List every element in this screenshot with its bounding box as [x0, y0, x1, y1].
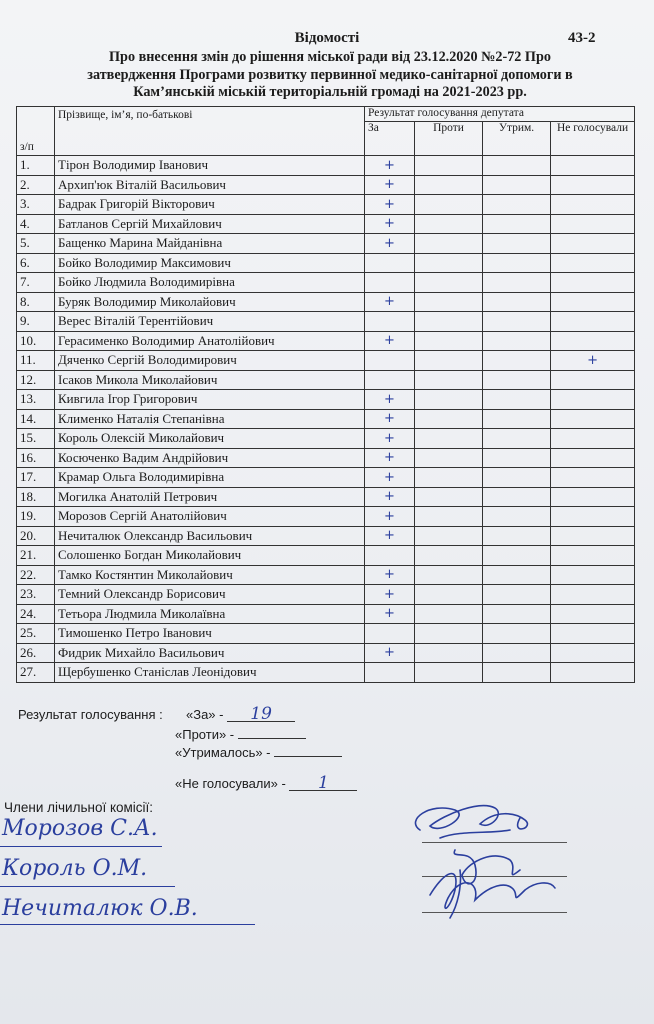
table-row: [17, 234, 635, 254]
row-name: Фидрик Михайло Васильович: [55, 643, 365, 663]
subtitle-line: Про внесення змін до рішення міської ради від 23.12.2020 №2-72 Про: [109, 49, 551, 65]
vote-for-cell: [365, 273, 415, 293]
row-name: Герасименко Володимир Анатолійович: [55, 331, 365, 351]
vote-for-cell: +: [365, 507, 415, 527]
vote-for-cell: [365, 312, 415, 332]
vote-abstain-cell: [483, 156, 551, 176]
row-number: 13.: [17, 390, 55, 410]
vote-not-voted-cell: [551, 546, 635, 566]
row-name: Тірон Володимир Іванович: [55, 156, 365, 176]
vote-abstain-cell: [483, 175, 551, 195]
table-row: [17, 565, 635, 585]
commission-member: Нечиталюк О.В.: [2, 896, 198, 921]
row-name: Батланов Сергій Михайлович: [55, 214, 365, 234]
vote-abstain-cell: [483, 214, 551, 234]
summary-not-voted: [175, 773, 357, 793]
table-row: [17, 585, 635, 605]
vote-against-cell: [415, 546, 483, 566]
row-name: Тетьора Людмила Миколаївна: [55, 604, 365, 624]
commission-member: Морозов С.А.: [2, 816, 158, 841]
vote-against-cell: [415, 156, 483, 176]
vote-against-cell: [415, 643, 483, 663]
vote-not-voted-cell: [551, 273, 635, 293]
vote-for-cell: +: [365, 195, 415, 215]
table-row: [17, 351, 635, 371]
row-number: 24.: [17, 604, 55, 624]
vote-against-cell: [415, 507, 483, 527]
vote-for-cell: [365, 351, 415, 371]
vote-against-cell: [415, 234, 483, 254]
vote-against-cell: [415, 390, 483, 410]
vote-abstain-cell: [483, 487, 551, 507]
row-number: 11.: [17, 351, 55, 371]
vote-not-voted-cell: [551, 292, 635, 312]
vote-abstain-cell: [483, 253, 551, 273]
row-number: 10.: [17, 331, 55, 351]
table-row: [17, 156, 635, 176]
vote-against-cell: [415, 331, 483, 351]
vote-abstain-cell: [483, 468, 551, 488]
vote-against-cell: [415, 663, 483, 683]
row-name: Клименко Наталія Степанівна: [55, 409, 365, 429]
row-number: 23.: [17, 585, 55, 605]
row-number: 25.: [17, 624, 55, 644]
row-number: 27.: [17, 663, 55, 683]
document-title: Відомості: [294, 30, 360, 46]
row-number: 26.: [17, 643, 55, 663]
vote-against-cell: [415, 468, 483, 488]
vote-for-cell: +: [365, 468, 415, 488]
row-name: Тамко Костянтин Миколайович: [55, 565, 365, 585]
vote-not-voted-cell: [551, 526, 635, 546]
row-number: 19.: [17, 507, 55, 527]
row-number: 8.: [17, 292, 55, 312]
summary-abstain-label: «Утрималось» -: [175, 745, 271, 760]
vote-not-voted-cell: [551, 234, 635, 254]
vote-against-cell: [415, 409, 483, 429]
table-row: [17, 292, 635, 312]
vote-not-voted-cell: [551, 585, 635, 605]
row-number: 12.: [17, 370, 55, 390]
row-number: 7.: [17, 273, 55, 293]
vote-abstain-cell: [483, 546, 551, 566]
row-name: Бащенко Марина Майданівна: [55, 234, 365, 254]
vote-not-voted-cell: [551, 175, 635, 195]
vote-against-cell: [415, 175, 483, 195]
vote-abstain-cell: [483, 663, 551, 683]
vote-abstain-cell: [483, 604, 551, 624]
row-name: Бойко Людмила Володимирівна: [55, 273, 365, 293]
table-row: [17, 624, 635, 644]
vote-not-voted-cell: [551, 643, 635, 663]
row-number: 9.: [17, 312, 55, 332]
vote-not-voted-cell: [551, 331, 635, 351]
summary-for: [186, 704, 295, 724]
table-row: [17, 468, 635, 488]
summary-label: Результат голосування :: [18, 707, 163, 722]
vote-not-voted-cell: [551, 390, 635, 410]
row-name: Кивгила Ігор Григорович: [55, 390, 365, 410]
vote-abstain-cell: [483, 409, 551, 429]
vote-not-voted-cell: [551, 448, 635, 468]
row-number: 17.: [17, 468, 55, 488]
vote-abstain-cell: [483, 643, 551, 663]
vote-for-cell: +: [365, 643, 415, 663]
vote-against-cell: [415, 526, 483, 546]
vote-not-voted-cell: [551, 507, 635, 527]
table-row: [17, 429, 635, 449]
summary-against-label: «Проти» -: [175, 727, 235, 742]
vote-against-cell: [415, 214, 483, 234]
header-against: Проти: [415, 122, 483, 156]
row-number: 22.: [17, 565, 55, 585]
vote-abstain-cell: [483, 351, 551, 371]
summary-not-voted-value: 1: [289, 776, 357, 791]
table-row: [17, 526, 635, 546]
vote-abstain-cell: [483, 331, 551, 351]
row-name: Темний Олександр Борисович: [55, 585, 365, 605]
vote-for-cell: +: [365, 156, 415, 176]
vote-not-voted-cell: [551, 604, 635, 624]
header-number: з/п: [17, 107, 55, 156]
vote-for-cell: [365, 663, 415, 683]
vote-against-cell: [415, 273, 483, 293]
table-row: [17, 370, 635, 390]
row-name: Дяченко Сергій Володимирович: [55, 351, 365, 371]
vote-for-cell: +: [365, 487, 415, 507]
table-row: [17, 331, 635, 351]
vote-against-cell: [415, 370, 483, 390]
vote-abstain-cell: [483, 585, 551, 605]
table-row: [17, 312, 635, 332]
vote-against-cell: [415, 195, 483, 215]
vote-abstain-cell: [483, 526, 551, 546]
row-name: Верес Віталій Терентійович: [55, 312, 365, 332]
vote-abstain-cell: [483, 370, 551, 390]
vote-for-cell: [365, 253, 415, 273]
row-name: Крамар Ольга Володимирівна: [55, 468, 365, 488]
vote-not-voted-cell: [551, 156, 635, 176]
table-row: [17, 175, 635, 195]
vote-for-cell: +: [365, 585, 415, 605]
row-name: Могилка Анатолій Петрович: [55, 487, 365, 507]
vote-not-voted-cell: [551, 663, 635, 683]
vote-abstain-cell: [483, 234, 551, 254]
vote-abstain-cell: [483, 312, 551, 332]
vote-not-voted-cell: [551, 487, 635, 507]
header-result-group: Результат голосування депутата: [365, 107, 635, 122]
signatures-image: [400, 790, 590, 935]
row-name: Солошенко Богдан Миколайович: [55, 546, 365, 566]
vote-abstain-cell: [483, 565, 551, 585]
row-name: Король Олексій Миколайович: [55, 429, 365, 449]
vote-abstain-cell: [483, 624, 551, 644]
row-number: 4.: [17, 214, 55, 234]
vote-abstain-cell: [483, 507, 551, 527]
vote-against-cell: [415, 624, 483, 644]
summary-abstain-value: [274, 756, 342, 757]
row-number: 14.: [17, 409, 55, 429]
document-subtitle: [20, 49, 640, 102]
row-number: 15.: [17, 429, 55, 449]
vote-not-voted-cell: [551, 370, 635, 390]
vote-against-cell: [415, 448, 483, 468]
vote-for-cell: +: [365, 409, 415, 429]
vote-not-voted-cell: [551, 624, 635, 644]
row-name: Нечиталюк Олександр Васильович: [55, 526, 365, 546]
vote-for-cell: +: [365, 390, 415, 410]
vote-not-voted-cell: +: [551, 351, 635, 371]
row-name: Морозов Сергій Анатолійович: [55, 507, 365, 527]
header-abstain: Утрим.: [483, 122, 551, 156]
row-number: 2.: [17, 175, 55, 195]
vote-against-cell: [415, 604, 483, 624]
row-name: Бадрак Григорій Вікторович: [55, 195, 365, 215]
vote-against-cell: [415, 585, 483, 605]
vote-not-voted-cell: [551, 565, 635, 585]
vote-abstain-cell: [483, 448, 551, 468]
vote-against-cell: [415, 351, 483, 371]
row-name: Щербушенко Станіслав Леонідович: [55, 663, 365, 683]
vote-not-voted-cell: [551, 409, 635, 429]
table-row: [17, 214, 635, 234]
table-row: [17, 546, 635, 566]
vote-for-cell: +: [365, 331, 415, 351]
vote-against-cell: [415, 487, 483, 507]
commission-member: Король О.М.: [2, 856, 148, 881]
summary-abstain: [175, 745, 342, 760]
vote-abstain-cell: [483, 292, 551, 312]
vote-for-cell: +: [365, 526, 415, 546]
member-underline: [0, 924, 255, 925]
subtitle-line: затвердження Програми розвитку первинної медико-санітарної допомоги в: [87, 66, 573, 83]
vote-for-cell: +: [365, 175, 415, 195]
vote-for-cell: +: [365, 292, 415, 312]
table-row: [17, 487, 635, 507]
commission-label: Члени лічильної комісії:: [4, 800, 154, 815]
row-name: Косюченко Вадим Андрійович: [55, 448, 365, 468]
document-number: 43-2: [568, 30, 596, 46]
row-number: 5.: [17, 234, 55, 254]
vote-not-voted-cell: [551, 214, 635, 234]
summary-not-voted-label: «Не голосували» -: [175, 776, 286, 791]
table-row: [17, 409, 635, 429]
vote-for-cell: [365, 546, 415, 566]
vote-against-cell: [415, 565, 483, 585]
row-name: Тимошенко Петро Іванович: [55, 624, 365, 644]
header-for: За: [365, 122, 415, 156]
subtitle-line: Кам’янській міській територіальній громаді на 2021-2023 рр.: [133, 84, 527, 100]
vote-against-cell: [415, 292, 483, 312]
table-row: [17, 663, 635, 683]
vote-not-voted-cell: [551, 195, 635, 215]
table-row: [17, 273, 635, 293]
row-number: 18.: [17, 487, 55, 507]
member-underline: [0, 886, 175, 887]
vote-abstain-cell: [483, 273, 551, 293]
row-name: Архип'юк Віталій Васильович: [55, 175, 365, 195]
vote-abstain-cell: [483, 195, 551, 215]
vote-for-cell: +: [365, 429, 415, 449]
vote-not-voted-cell: [551, 468, 635, 488]
table-row: [17, 507, 635, 527]
vote-for-cell: +: [365, 214, 415, 234]
voting-table: [16, 106, 635, 683]
table-row: [17, 448, 635, 468]
row-name: Ісаков Микола Миколайович: [55, 370, 365, 390]
row-number: 20.: [17, 526, 55, 546]
row-number: 21.: [17, 546, 55, 566]
table-row: [17, 390, 635, 410]
header-not-voted: Не голосували: [551, 122, 635, 156]
vote-for-cell: +: [365, 565, 415, 585]
vote-not-voted-cell: [551, 429, 635, 449]
vote-for-cell: +: [365, 448, 415, 468]
header-name: Прізвище, ім’я, по-батькові: [55, 107, 365, 156]
voting-table-body: [17, 156, 635, 683]
table-row: [17, 253, 635, 273]
vote-for-cell: +: [365, 234, 415, 254]
vote-for-cell: [365, 370, 415, 390]
row-name: Бойко Володимир Максимович: [55, 253, 365, 273]
row-number: 16.: [17, 448, 55, 468]
summary-against: [175, 727, 306, 742]
summary-for-label: «За» -: [186, 707, 224, 722]
vote-abstain-cell: [483, 429, 551, 449]
row-number: 6.: [17, 253, 55, 273]
vote-against-cell: [415, 312, 483, 332]
table-row: [17, 195, 635, 215]
vote-not-voted-cell: [551, 312, 635, 332]
summary-for-value: 19: [227, 707, 295, 722]
row-name: Буряк Володимир Миколайович: [55, 292, 365, 312]
vote-against-cell: [415, 253, 483, 273]
vote-for-cell: +: [365, 604, 415, 624]
row-number: 1.: [17, 156, 55, 176]
row-number: 3.: [17, 195, 55, 215]
vote-against-cell: [415, 429, 483, 449]
vote-abstain-cell: [483, 390, 551, 410]
table-row: [17, 604, 635, 624]
vote-not-voted-cell: [551, 253, 635, 273]
member-underline: [0, 846, 162, 847]
table-row: [17, 643, 635, 663]
vote-for-cell: [365, 624, 415, 644]
summary-against-value: [238, 738, 306, 739]
